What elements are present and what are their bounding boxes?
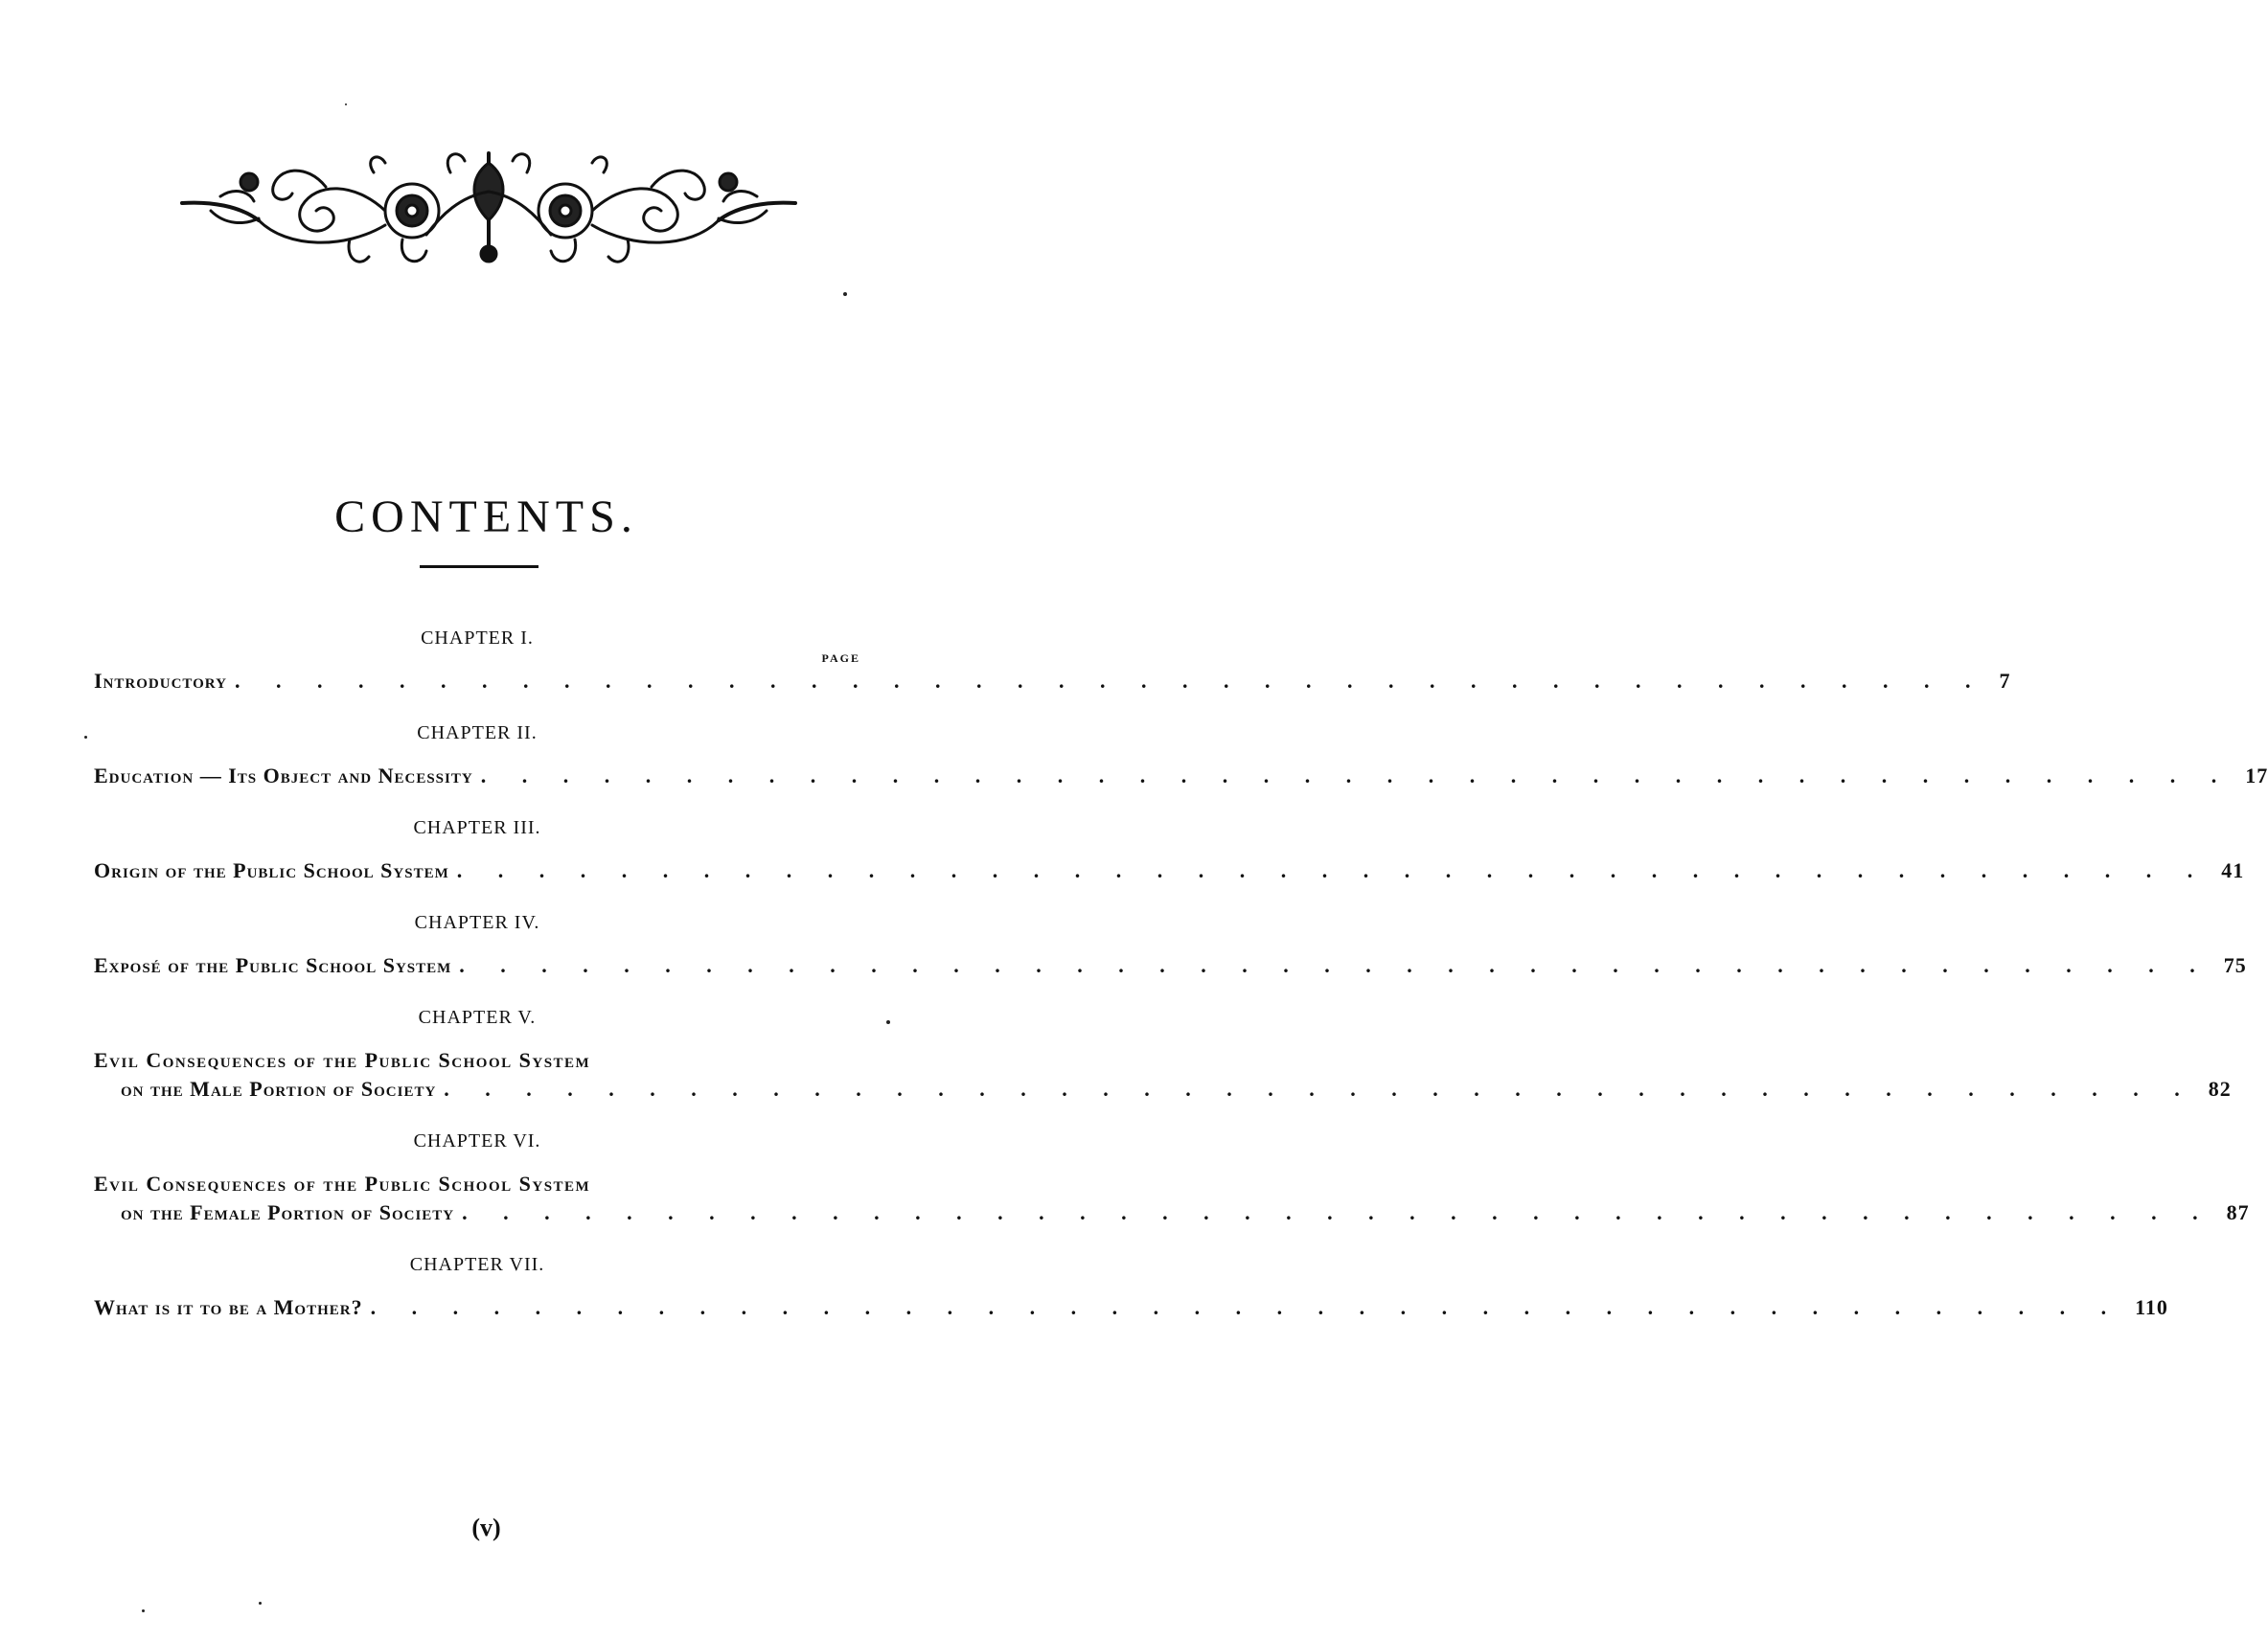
entry-title: Exposé of the Public School System [94, 953, 452, 977]
page-title: CONTENTS. [334, 491, 638, 543]
dot-leader: . . . . . . . . . . . . . . . . . . . . . . . . . . . . . . . . . . . . . . . . . . . [462, 1200, 2213, 1224]
entry-page-number: 82 [2208, 1077, 2232, 1101]
page-column-label: PAGE [821, 651, 860, 665]
floral-headpiece-icon [182, 144, 795, 278]
entry-title: What is it to be a Mother? [94, 1295, 363, 1319]
page-folio: (v) [471, 1514, 501, 1541]
toc-entry[interactable] [94, 1075, 2232, 1104]
chapter-heading: CHAPTER VI. [413, 1130, 541, 1152]
toc-entry[interactable] [94, 1198, 2250, 1227]
entry-page-number: 75 [2223, 953, 2247, 977]
chapter-heading: CHAPTER II. [417, 722, 538, 743]
speck-mark [84, 736, 87, 739]
entry-title-line: Evil Consequences of the Public School System [94, 1048, 591, 1072]
chapter-heading: CHAPTER IV. [414, 912, 540, 933]
speck-mark [142, 1609, 145, 1612]
toc-entry[interactable] [94, 1293, 2168, 1322]
chapter-heading: CHAPTER VII. [409, 1254, 545, 1275]
dot-leader: . . . . . . . . . . . . . . . . . . . . . . . . . . . . . . . . . . . . . . . . . . . [459, 953, 2211, 977]
toc-entry[interactable] [94, 667, 2011, 696]
entry-title: Origin of the Public School System [94, 858, 449, 882]
speck-mark [843, 292, 847, 296]
dot-leader: . . . . . . . . . . . . . . . . . . . . . . . . . . . . . . . . . . . . . . . . . . . [370, 1295, 2122, 1319]
speck-mark [886, 1020, 890, 1024]
table-of-contents [94, 627, 2268, 1322]
toc-entry[interactable] [94, 856, 2245, 885]
entry-title-line: Evil Consequences of the Public School System [94, 1172, 591, 1196]
toc-entry[interactable] [94, 951, 2247, 980]
entry-title: Education — Its Object and Necessity [94, 764, 473, 787]
chapter-heading: CHAPTER III. [413, 817, 541, 838]
speck-mark [259, 1602, 262, 1605]
entry-page-number: 87 [2226, 1200, 2250, 1224]
title-rule [420, 565, 538, 568]
dot-leader: . . . . . . . . . . . . . . . . . . . . . . . . . . . . . . . . . . . . . . . . . . . [234, 669, 1986, 693]
toc-entry[interactable] [94, 762, 2268, 790]
chapter-heading: CHAPTER V. [418, 1007, 537, 1028]
speck-mark [345, 103, 347, 105]
entry-page-number: 17 [2245, 764, 2268, 787]
entry-page-number: 41 [2221, 858, 2245, 882]
entry-page-number: 7 [1999, 669, 2011, 693]
entry-title: Introductory [94, 669, 227, 693]
chapter-heading: CHAPTER I. [421, 627, 534, 649]
entry-title: on the Male Portion of Society [121, 1077, 437, 1101]
entry-title: on the Female Portion of Society [121, 1200, 455, 1224]
entry-page-number: 110 [2135, 1295, 2168, 1319]
dot-leader: . . . . . . . . . . . . . . . . . . . . . . . . . . . . . . . . . . . . . . . . . . . [480, 764, 2233, 787]
dot-leader: . . . . . . . . . . . . . . . . . . . . . . . . . . . . . . . . . . . . . . . . . . . [444, 1077, 2195, 1101]
dot-leader: . . . . . . . . . . . . . . . . . . . . . . . . . . . . . . . . . . . . . . . . . . . [456, 858, 2209, 882]
